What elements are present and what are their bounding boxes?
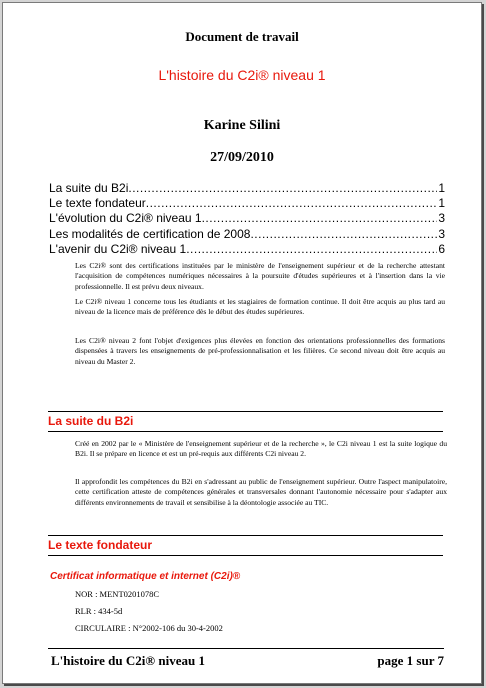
- toc-entry[interactable]: [49, 242, 445, 257]
- document-date: 27/09/2010: [210, 150, 274, 165]
- reference-circulaire: CIRCULAIRE : N°2002-106 du 30-4-2002: [75, 623, 223, 633]
- intro-paragraph: Les C2i® sont des certifications instituées par le ministère de l'enseignement supérieur et de la recherche attestant l'acquisition de compétences numériques nécessaires à la poursuite d'études supérieures et à l'insertion dans la vie professionnelle. Il est prévu deux niveaux.: [75, 261, 445, 291]
- toc-entry[interactable]: [49, 227, 445, 242]
- table-of-contents: [49, 181, 445, 257]
- toc-leader-dots: [250, 227, 437, 242]
- reference-rlr: RLR : 434-5d: [75, 606, 123, 616]
- toc-leader-dots: [146, 196, 438, 211]
- toc-entry-label: L'évolution du C2i® niveau 1: [49, 211, 202, 226]
- section-heading: La suite du B2i: [48, 411, 443, 432]
- footer-title: L'histoire du C2i® niveau 1: [51, 653, 205, 668]
- toc-entry[interactable]: [49, 211, 445, 226]
- intro-paragraph: Les C2i® niveau 2 font l'objet d'exigences plus élevées en fonction des orientations professionnelles des formations dispensées à travers les enseignements de pré-professionnalisation et les filières. Ce second niveau doit être acquis au niveau du Master 2.: [75, 336, 445, 366]
- page-number: page 1 sur 7: [377, 653, 444, 668]
- page-footer: [48, 648, 444, 671]
- toc-entry-page: 3: [438, 211, 445, 226]
- toc-leader-dots: [186, 242, 437, 257]
- document-title: L'histoire du C2i® niveau 1: [158, 67, 326, 83]
- author-name: Karine Silini: [203, 118, 281, 133]
- toc-entry[interactable]: [49, 181, 445, 196]
- toc-entry-label: Le texte fondateur: [49, 196, 146, 211]
- toc-entry-page: 1: [438, 181, 445, 195]
- toc-leader-dots: [128, 181, 437, 196]
- toc-entry-page: 6: [438, 241, 445, 256]
- toc-entry[interactable]: [49, 196, 445, 211]
- toc-entry-label: L'avenir du C2i® niveau 1: [49, 241, 187, 256]
- toc-entry-page: 1: [438, 196, 445, 211]
- section-heading: Le texte fondateur: [48, 535, 443, 556]
- reference-nor: NOR : MENT0201078C: [75, 589, 160, 599]
- document-type-label: Document de travail: [185, 29, 299, 44]
- section-paragraph: Il approfondit les compétences du B2i en s'adressant au public de l'enseignement supérieur. Outre l'aspect manipulatoire, cette certification atteste de compétences générales et transversales donnant l'autonomie nécessaire pour s'adapter aux différents environnements de travail et sensibilise à la déontologie associée au TIC.: [75, 477, 447, 507]
- intro-paragraph: Le C2i® niveau 1 concerne tous les étudiants et les stagiaires de formation continue. Il doit être acquis au plus tard au niveau de la licence mais de préférence dès le début des études supérieures.: [75, 297, 445, 317]
- section-paragraph: Créé en 2002 par le « Ministère de l'enseignement supérieur et de la recherche », le C2i niveau 1 est la suite logique du B2i. Il se prépare en licence et est un pré-requis aux différents C2i niveau 2.: [75, 439, 447, 459]
- document-page: [2, 2, 482, 684]
- toc-entry-label: Les modalités de certification de 2008: [49, 226, 251, 241]
- toc-entry-page: 3: [438, 226, 445, 241]
- toc-leader-dots: [202, 211, 438, 226]
- toc-entry-label: La suite du B2i: [49, 181, 129, 195]
- section-subheading: Certificat informatique et internet (C2i)®: [50, 571, 241, 582]
